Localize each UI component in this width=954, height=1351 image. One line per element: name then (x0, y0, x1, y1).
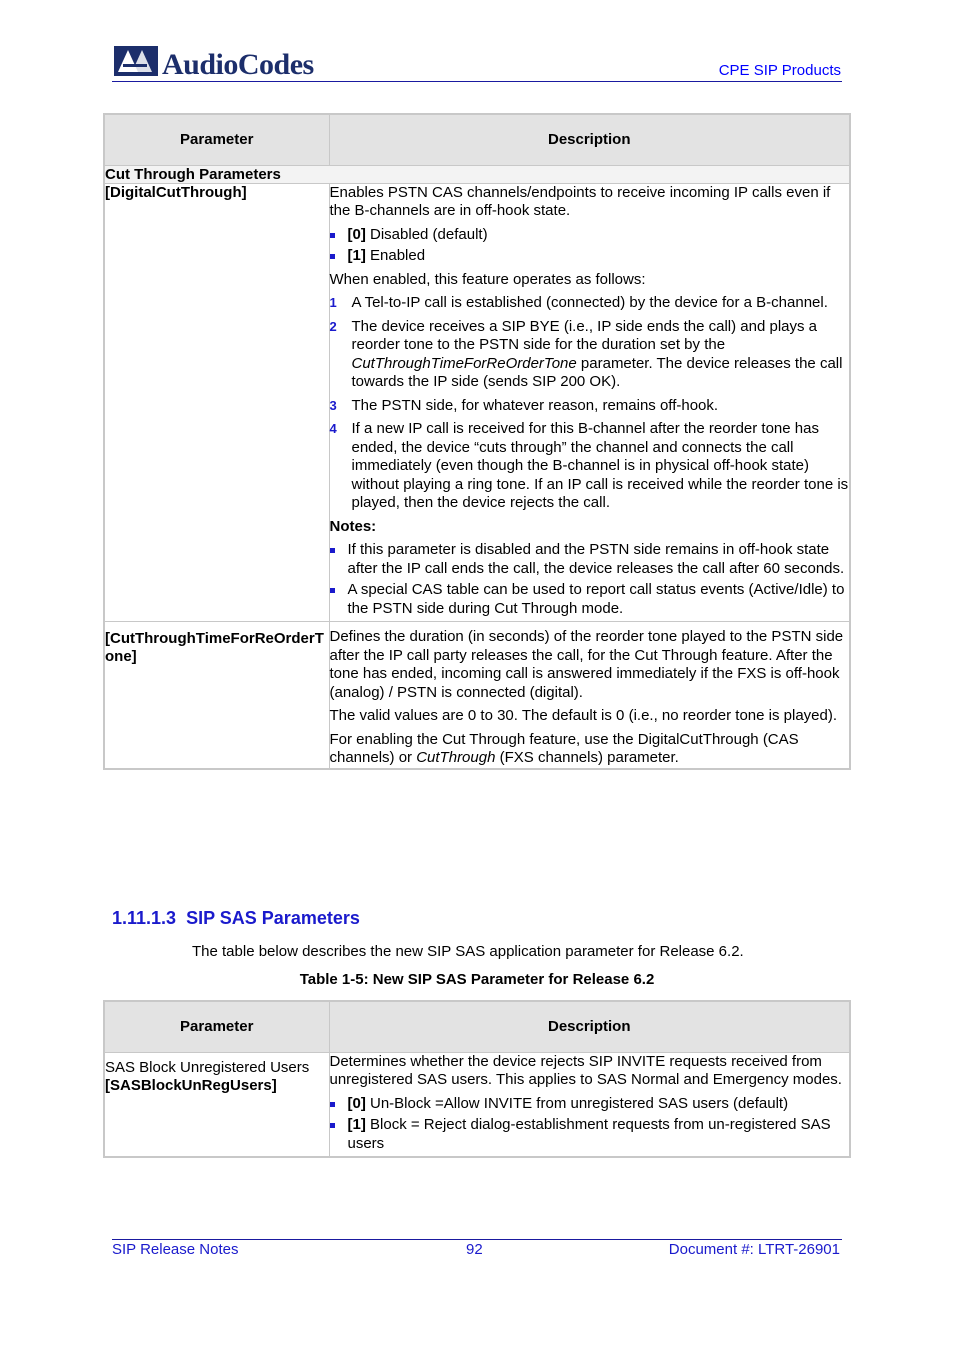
cut-through-table (103, 113, 851, 770)
param-name (104, 1052, 329, 1157)
column-header-parameter: Parameter (104, 1001, 329, 1052)
section-number: 1.11.1.3 (112, 908, 177, 928)
param-key: [SASBlockUnRegUsers] (105, 1076, 277, 1094)
list-item: If this parameter is disabled and the PSTN side remains in off-hook state after the IP call ends the call, the device releases the call after 60 seconds. (330, 541, 850, 578)
list-item: 2 The device receives a SIP BYE (i.e., IP side ends the call) and plays a reorder tone to the PSTN side for the duration set by the CutThroughTimeForReOrderTone parameter. The device releases the call towards the IP side (sends SIP 200 OK). (329, 317, 843, 390)
section-title: SIP SAS Parameters (186, 908, 360, 928)
footer-rule (112, 1239, 842, 1240)
table-caption: Table 1-5: New SIP SAS Parameter for Release 6.2 (299, 971, 655, 988)
description-text: For enabling the Cut Through feature, use the DigitalCutThrough (CAS channels) or CutThrough (FXS channels) parameter. (329, 730, 799, 766)
table-row (104, 622, 850, 769)
logo-mark-icon (114, 44, 160, 78)
column-header-description: Description (329, 114, 850, 165)
list-item: 1 A Tel-to-IP call is established (connected) by the device for a B-channel. (329, 294, 828, 311)
section-title-cut-through: Cut Through Parameters (104, 165, 850, 183)
column-header-description: Description (329, 1001, 850, 1052)
list-item: 4 If a new IP call is received for this B-channel after the reorder tone has ended, the device “cuts through” the channel and connects the call immediately (even though the B-channel is in physical off-hook state) without playing a ring tone. If an IP call is received while the reorder tone is played, then the device rejects the call. (329, 420, 849, 511)
table-row (104, 183, 850, 622)
option-list (330, 226, 850, 266)
notes-list (330, 541, 850, 618)
notes-label: Notes: (329, 517, 377, 535)
description-text: Enables PSTN CAS channels/endpoints to receive incoming IP calls even if the B-channels are in off-hook state. (329, 183, 831, 219)
description-text: Defines the duration (in seconds) of the reorder tone played to the PSTN side after the IP call party releases the call, for the Cut Through feature. After the tone has ended, incoming call is answered immediately if the FXS is off-hook (analog) / PSTN is connected (digital). (329, 628, 844, 701)
header-rule (112, 81, 842, 82)
header-product: CPE SIP Products (718, 62, 841, 79)
param-description (329, 622, 850, 769)
steps-list (330, 294, 850, 513)
param-label: SAS Block Unregistered Users (105, 1058, 310, 1076)
footer-left: SIP Release Notes (112, 1241, 239, 1258)
list-item: A special CAS table can be used to report call status events (Active/Idle) to the PSTN side during Cut Through mode. (330, 581, 850, 618)
param-description (329, 183, 850, 622)
description-text: Determines whether the device rejects SIP INVITE requests received from unregistered SAS users. This applies to SAS Normal and Emergency modes. (329, 1052, 842, 1088)
param-description (329, 1052, 850, 1157)
description-text: When enabled, this feature operates as follows: (329, 270, 646, 288)
section-heading (112, 908, 360, 929)
logo-text: AudioCodes (162, 48, 314, 81)
list-item: [0] Un-Block =Allow INVITE from unregistered SAS users (default) (330, 1095, 850, 1114)
sas-parameter-table (103, 1000, 851, 1158)
audiocodes-logo (114, 44, 314, 80)
list-item: [0] Disabled (default) (330, 226, 850, 245)
document-number: Document #: LTRT-26901 (668, 1241, 840, 1258)
table-row (104, 1052, 850, 1157)
list-item: [1] Block = Reject dialog-establishment requests from un-registered SAS users (330, 1116, 850, 1153)
param-name: [DigitalCutThrough] (104, 183, 329, 622)
list-item: 3 The PSTN side, for whatever reason, remains off-hook. (329, 396, 719, 414)
page-number: 92 (466, 1241, 483, 1258)
param-name: [CutThroughTimeForReOrderTone] (104, 622, 329, 769)
list-item: [1] Enabled (330, 247, 850, 266)
description-text: The valid values are 0 to 30. The default is 0 (i.e., no reorder tone is played). (329, 707, 838, 724)
section-intro: The table below describes the new SIP SAS application parameter for Release 6.2. (192, 943, 744, 960)
column-header-parameter: Parameter (104, 114, 329, 165)
option-list (330, 1095, 850, 1154)
